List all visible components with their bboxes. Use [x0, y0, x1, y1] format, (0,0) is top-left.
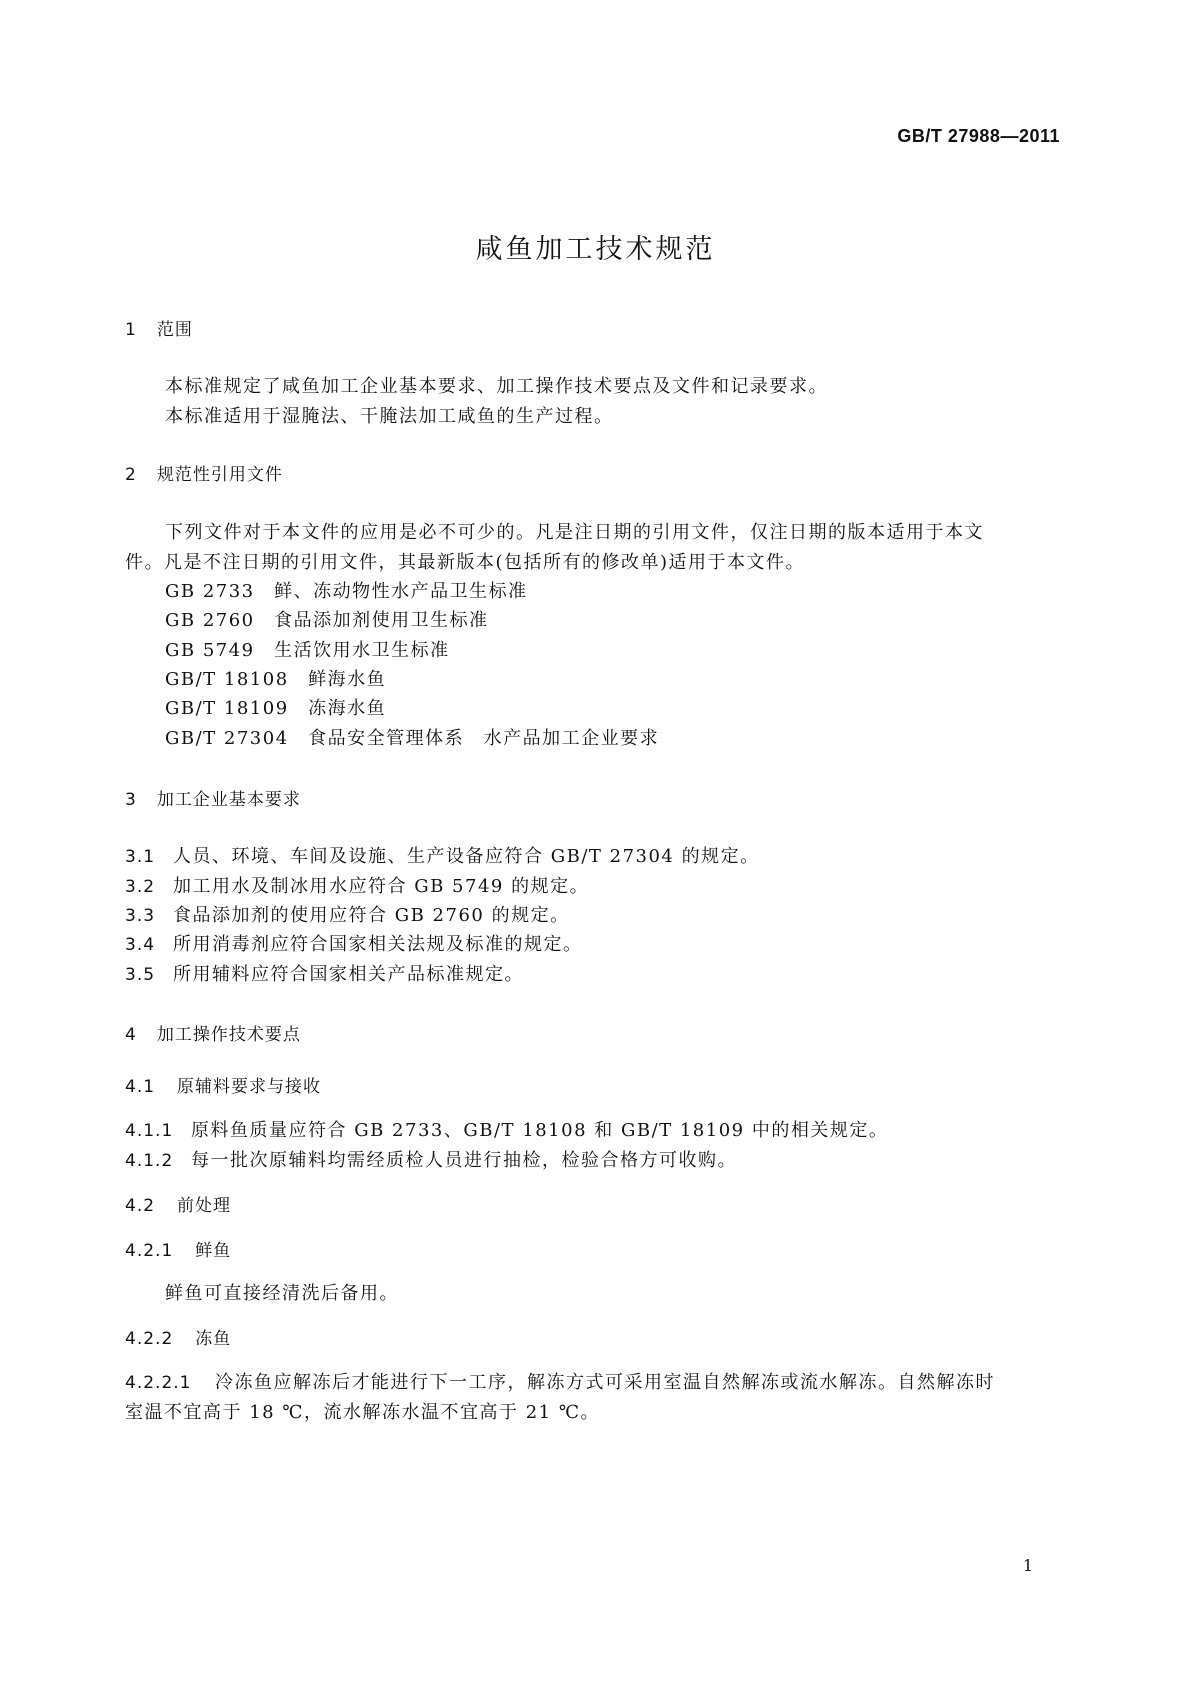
reference-code: GB/T 27304	[165, 728, 289, 749]
clause-number: 4.1.2	[125, 1151, 174, 1171]
clause-number: 3.2	[125, 877, 156, 897]
subsection-4-2-2-heading	[125, 1324, 231, 1349]
clause-text: 每一批次原辅料均需经质检人员进行抽检，检验合格方可收购。	[191, 1150, 737, 1171]
section-number: 4.2.2	[125, 1329, 174, 1349]
clause-number: 4.2.2.1	[125, 1373, 192, 1393]
reference-code: GB/T 18108	[165, 669, 289, 690]
section-2-heading	[125, 460, 283, 485]
section-title: 前处理	[177, 1196, 232, 1216]
paragraph-continuation: 室温不宜高于 18 ℃，流水解冻水温不宜高于 21 ℃。	[125, 1402, 600, 1423]
reference-code: GB 2760	[165, 610, 255, 631]
clause-item	[125, 1146, 737, 1172]
clause-item	[125, 842, 760, 868]
clause-item	[125, 1368, 995, 1394]
paragraph-continuation: 件。凡是不注日期的引用文件，其最新版本(包括所有的修改单)适用于本文件。	[125, 552, 806, 573]
clause-item	[125, 960, 524, 986]
clause-number: 3.4	[125, 935, 156, 955]
section-number: 3	[125, 790, 137, 810]
page-number: 1	[1022, 1556, 1033, 1575]
subsection-4-1-heading	[125, 1072, 321, 1097]
clause-item	[125, 1116, 888, 1142]
clause-text: 冷冻鱼应解冻后才能进行下一工序，解冻方式可采用室温自然解冻或流水解冻。自然解冻时	[215, 1372, 995, 1393]
clause-text: 加工用水及制冰用水应符合 GB 5749 的规定。	[173, 876, 590, 897]
reference-title: 生活饮用水卫生标准	[274, 640, 450, 661]
section-number: 4.1	[125, 1077, 156, 1097]
clause-number: 3.1	[125, 847, 156, 867]
reference-code: GB 2733	[165, 581, 255, 602]
clause-item	[125, 901, 570, 927]
section-4-heading	[125, 1020, 301, 1045]
reference-item	[165, 694, 386, 720]
reference-title: 鲜海水鱼	[308, 669, 387, 690]
paragraph: 鲜鱼可直接经清洗后备用。	[165, 1283, 399, 1304]
clause-number: 4.1.1	[125, 1121, 174, 1141]
section-number: 4.2.1	[125, 1241, 174, 1261]
section-number: 2	[125, 465, 137, 485]
standard-number: GB/T 27988—2011	[897, 126, 1060, 146]
section-title: 冻鱼	[195, 1329, 232, 1349]
reference-item	[165, 665, 386, 691]
section-title: 加工操作技术要点	[156, 1025, 301, 1045]
reference-title: 食品安全管理体系 水产品加工企业要求	[308, 728, 660, 749]
section-1-heading	[125, 315, 193, 340]
paragraph: 本标准适用于湿腌法、干腌法加工咸鱼的生产过程。	[165, 406, 614, 427]
section-title: 规范性引用文件	[156, 465, 283, 485]
reference-item	[165, 577, 528, 603]
section-title: 鲜鱼	[195, 1241, 232, 1261]
clause-text: 所用消毒剂应符合国家相关法规及标准的规定。	[173, 934, 583, 955]
section-title: 加工企业基本要求	[156, 790, 301, 810]
clause-item	[125, 930, 583, 956]
reference-title: 食品添加剂使用卫生标准	[274, 610, 489, 631]
reference-item	[165, 606, 489, 632]
reference-title: 冻海水鱼	[308, 698, 387, 719]
section-title: 原辅料要求与接收	[177, 1077, 322, 1097]
section-3-heading	[125, 785, 301, 810]
reference-code: GB 5749	[165, 640, 255, 661]
clause-number: 3.3	[125, 906, 156, 926]
paragraph: 下列文件对于本文件的应用是必不可少的。凡是注日期的引用文件，仅注日期的版本适用于本文	[165, 522, 984, 543]
paragraph: 本标准规定了咸鱼加工企业基本要求、加工操作技术要点及文件和记录要求。	[165, 376, 828, 397]
clause-number: 3.5	[125, 965, 156, 985]
clause-text: 食品添加剂的使用应符合 GB 2760 的规定。	[173, 905, 570, 926]
reference-item	[165, 724, 659, 750]
clause-text: 人员、环境、车间及设施、生产设备应符合 GB/T 27304 的规定。	[173, 846, 760, 867]
clause-text: 所用辅料应符合国家相关产品标准规定。	[173, 964, 524, 985]
subsection-4-2-heading	[125, 1191, 231, 1216]
clause-text: 原料鱼质量应符合 GB 2733、GB/T 18108 和 GB/T 18109 中的相关规定。	[191, 1120, 889, 1141]
clause-item	[125, 872, 589, 898]
reference-title: 鲜、冻动物性水产品卫生标准	[274, 581, 528, 602]
reference-code: GB/T 18109	[165, 698, 289, 719]
document-title: 咸鱼加工技术规范	[475, 234, 716, 265]
section-number: 4.2	[125, 1196, 156, 1216]
section-number: 4	[125, 1025, 137, 1045]
section-number: 1	[125, 320, 137, 340]
section-title: 范围	[156, 320, 193, 340]
reference-item	[165, 636, 450, 662]
subsection-4-2-1-heading	[125, 1236, 231, 1261]
